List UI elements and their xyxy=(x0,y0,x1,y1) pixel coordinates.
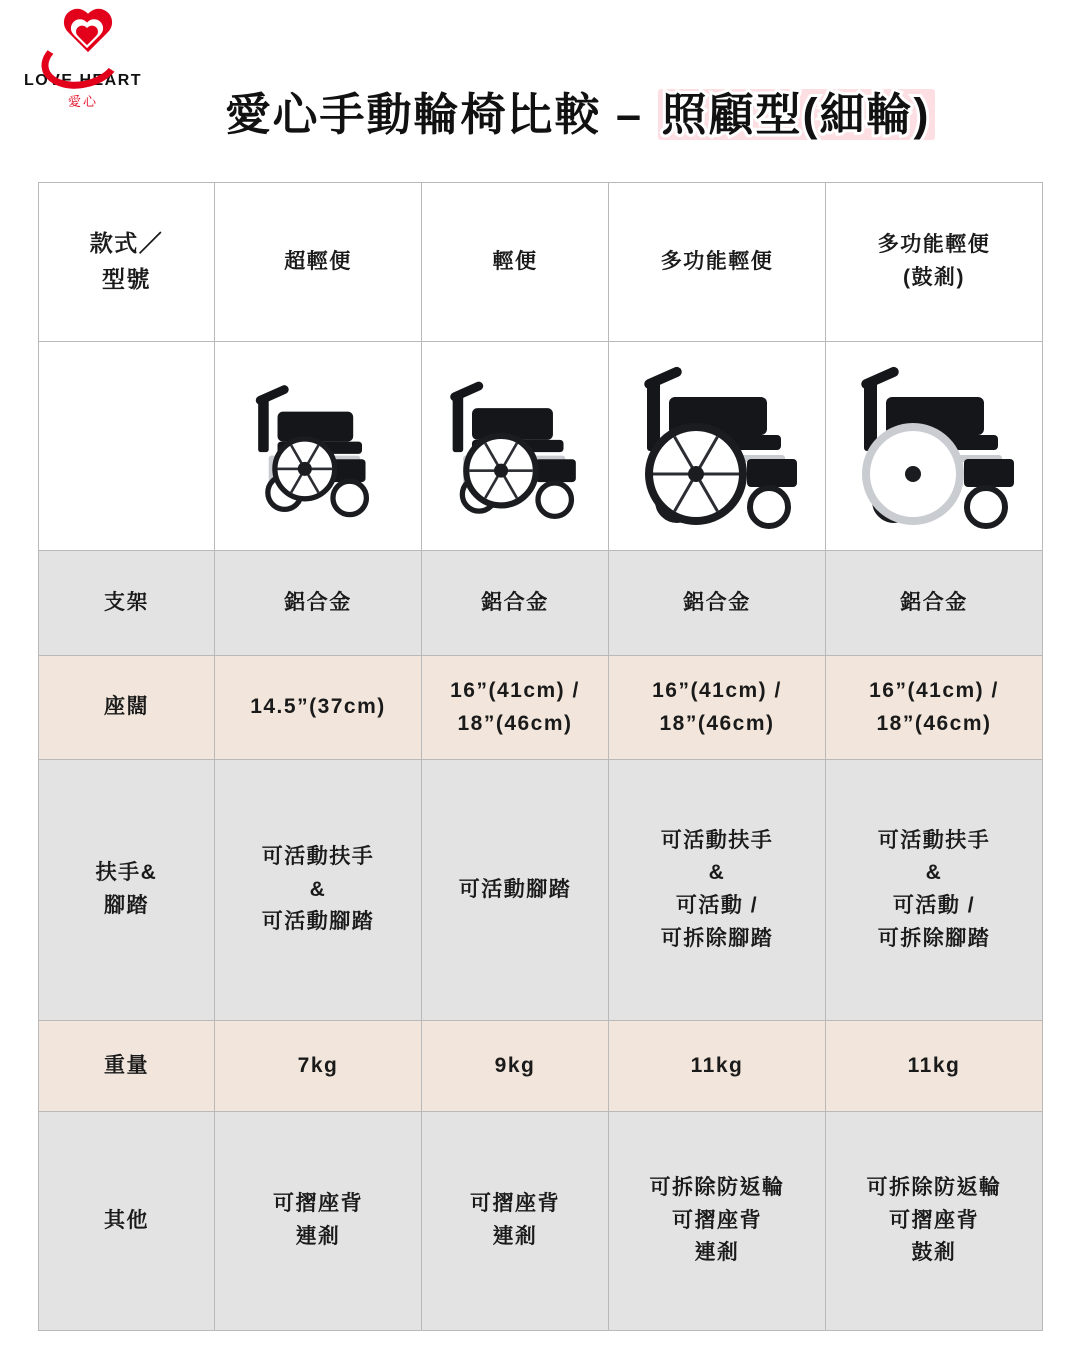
table-row-seat-width xyxy=(39,656,1043,760)
model-name-col2: 輕便 xyxy=(422,183,609,342)
seat-width-col4-line1: 16”(41cm) / xyxy=(869,678,999,702)
wheelchair-icon xyxy=(437,371,595,521)
frame-col3: 鋁合金 xyxy=(609,551,826,656)
row-label-seat-width: 座闊 xyxy=(39,656,215,760)
armrest-footrest-col1 xyxy=(215,760,422,1021)
rear-wheel-icon xyxy=(645,423,747,525)
armrest-footrest-col3 xyxy=(609,760,826,1021)
model-name-col4 xyxy=(826,183,1043,342)
row-label-frame: 支架 xyxy=(39,551,215,656)
other-col4 xyxy=(826,1112,1043,1331)
table-row-weight xyxy=(39,1021,1043,1112)
other-col1-line1: 可摺座背 xyxy=(273,1192,363,1216)
wheelchair-icon xyxy=(627,361,807,531)
seat-width-col1-line1: 14.5”(37cm) xyxy=(250,695,386,719)
other-col2 xyxy=(422,1112,609,1331)
seat-width-col1 xyxy=(215,656,422,760)
armrest-col3-line2: & xyxy=(708,861,726,885)
weight-col3: 11kg xyxy=(609,1021,826,1112)
other-col4-line1: 可拆除防返輪 xyxy=(866,1176,1002,1200)
row-label-model-line2: 型號 xyxy=(102,266,151,292)
table-row-images xyxy=(39,342,1043,551)
seat-width-col4-line2: 18”(46cm) xyxy=(876,711,992,735)
frame-col4: 鋁合金 xyxy=(826,551,1043,656)
row-label-armrest-line1: 扶手& xyxy=(95,861,158,885)
model-name-col1: 超輕便 xyxy=(215,183,422,342)
row-label-other: 其他 xyxy=(39,1112,215,1331)
page-title-main: 愛心手動輪椅比較 – xyxy=(225,89,644,140)
seat-width-col3 xyxy=(609,656,826,760)
row-label-weight: 重量 xyxy=(39,1021,215,1112)
brand-logo xyxy=(18,8,148,118)
heart-logo-icon xyxy=(33,8,133,70)
seat-width-col2-line2: 18”(46cm) xyxy=(457,711,573,735)
seat-width-col4 xyxy=(826,656,1043,760)
weight-col1: 7kg xyxy=(215,1021,422,1112)
armrest-col3-line4: 可拆除腳踏 xyxy=(660,926,774,950)
row-label-image xyxy=(39,342,215,551)
page-title-highlight: 照顧型(細輪) xyxy=(658,89,935,140)
other-col1-line2: 連剎 xyxy=(295,1225,341,1248)
armrest-col4-line1: 可活動扶手 xyxy=(877,828,991,852)
product-image-col2 xyxy=(422,342,609,551)
other-col1 xyxy=(215,1112,422,1331)
other-col3-line1: 可拆除防返輪 xyxy=(649,1176,785,1200)
rear-wheel-icon xyxy=(272,436,337,501)
brand-name-en: LOVE HEART xyxy=(23,72,143,89)
seat-width-col2-line1: 16”(41cm) / xyxy=(450,678,580,702)
armrest-col4-line3: 可活動 / xyxy=(892,894,976,917)
armrest-col4-line4: 可拆除腳踏 xyxy=(877,926,991,950)
page-title xyxy=(140,78,1020,143)
product-image-col1 xyxy=(215,342,422,551)
armrest-col3-line1: 可活動扶手 xyxy=(660,828,774,852)
seat-width-col3-line1: 16”(41cm) / xyxy=(652,678,782,702)
seat-width-col3-line2: 18”(46cm) xyxy=(659,711,775,735)
other-col4-line3: 鼓剎 xyxy=(911,1241,957,1265)
armrest-col1-line1: 可活動扶手 xyxy=(261,845,375,869)
wheelchair-icon xyxy=(239,371,397,521)
rear-wheel-icon xyxy=(463,433,539,509)
armrest-col3-line3: 可活動 / xyxy=(675,894,759,917)
table-row-frame xyxy=(39,551,1043,656)
seat-width-col2 xyxy=(422,656,609,760)
armrest-footrest-col2 xyxy=(422,760,609,1021)
other-col3-line2: 可摺座背 xyxy=(672,1208,762,1232)
weight-col2: 9kg xyxy=(422,1021,609,1112)
product-image-col3 xyxy=(609,342,826,551)
other-col2-line1: 可摺座背 xyxy=(470,1192,560,1216)
table-row-other xyxy=(39,1112,1043,1331)
wheelchair-icon xyxy=(844,361,1024,531)
armrest-col1-line2: & xyxy=(309,877,327,901)
armrest-col2-line1: 可活動腳踏 xyxy=(458,877,572,901)
weight-col4: 11kg xyxy=(826,1021,1043,1112)
frame-col2: 鋁合金 xyxy=(422,551,609,656)
other-col4-line2: 可摺座背 xyxy=(889,1208,979,1232)
other-col3 xyxy=(609,1112,826,1331)
row-label-model xyxy=(39,183,215,342)
model-name-col3: 多功能輕便 xyxy=(609,183,826,342)
armrest-col1-line3: 可活動腳踏 xyxy=(261,910,375,934)
other-col3-line3: 連剎 xyxy=(694,1241,740,1265)
table-row-armrest-footrest xyxy=(39,760,1043,1021)
other-col2-line2: 連剎 xyxy=(492,1225,538,1248)
row-label-armrest-line2: 腳踏 xyxy=(104,894,149,917)
row-label-armrest-footrest xyxy=(39,760,215,1021)
armrest-col4-line2: & xyxy=(925,861,943,885)
rear-wheel-drum-brake-icon xyxy=(862,423,964,525)
table-row-model xyxy=(39,183,1043,342)
row-label-model-line1: 款式／ xyxy=(89,230,164,257)
model-name-col4-line1: 多功能輕便 xyxy=(877,233,991,257)
product-image-col4 xyxy=(826,342,1043,551)
model-name-col4-line2: (鼓剎) xyxy=(903,266,965,289)
brand-name-zh: 愛心 xyxy=(67,94,98,109)
armrest-footrest-col4 xyxy=(826,760,1043,1021)
wheelchair-comparison-table xyxy=(38,182,1043,1331)
frame-col1: 鋁合金 xyxy=(215,551,422,656)
